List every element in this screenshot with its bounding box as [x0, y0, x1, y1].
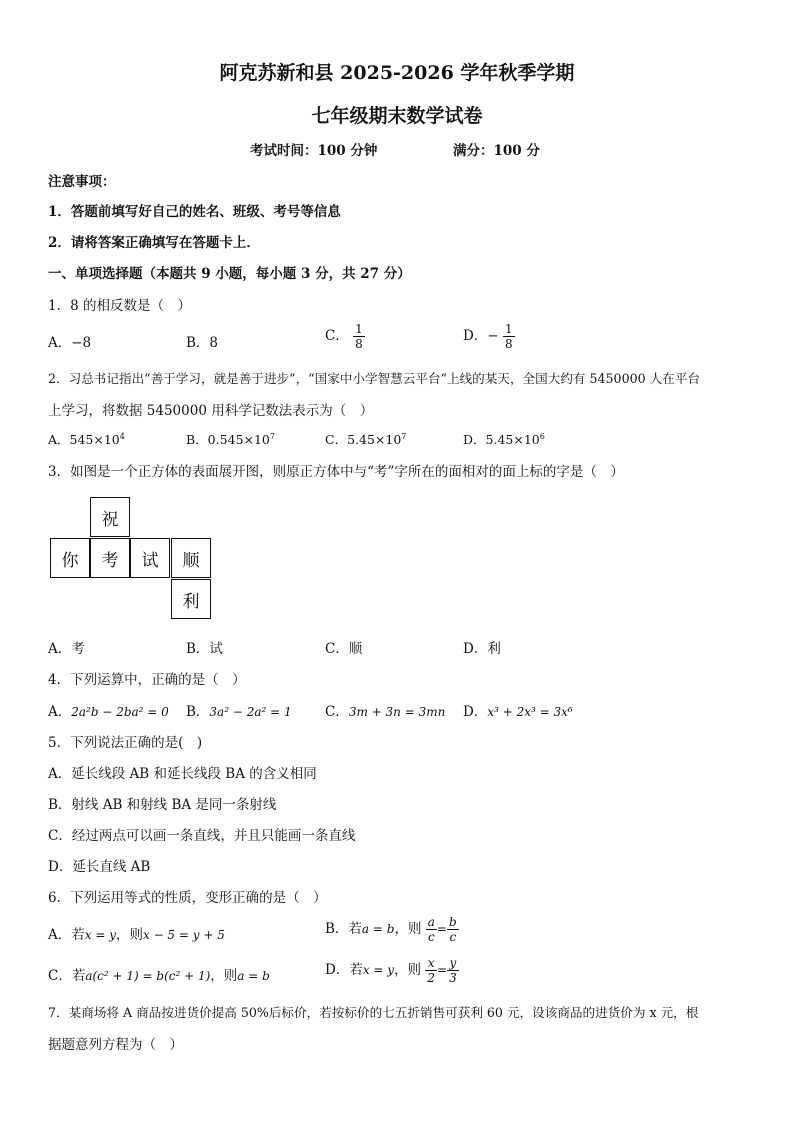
q2-option-c-label: C．5.45×10	[325, 432, 402, 447]
q1-option-c	[325, 322, 365, 351]
q3-stem: 3．如图是一个正方体的表面展开图，则原正方体中与“考”字所在的面相对的面上标的字是（ ）	[48, 464, 624, 480]
net-cell-ni: 你	[50, 538, 90, 578]
net-cell-kao: 考	[90, 538, 130, 578]
q4-option-a	[48, 700, 169, 720]
q5-option-c: C．经过两点可以画一条直线，并且只能画一条直线	[48, 828, 356, 844]
notes-item-1: 1．答题前填写好自己的姓名、班级、考号等信息	[48, 204, 341, 220]
q7-stem-line1: 7．某商场将 A 商品按进货价提高 50%后标价，若按标价的七五折销售可获利 60 元，设该商品的进货价为 x 元，根	[48, 1005, 699, 1020]
q4-option-c	[325, 700, 445, 720]
q4-option-b	[186, 700, 292, 720]
section-heading: 一、单项选择题（本题共 9 小题，每小题 3 分，共 27 分）	[48, 266, 411, 282]
fraction-numerator: a	[427, 915, 435, 929]
q6-option-d-fraction-left	[425, 956, 437, 985]
q6-option-d	[325, 956, 459, 985]
fraction-numerator: 1	[504, 322, 513, 336]
q6-option-a-condition: x = y	[84, 928, 116, 942]
q6-option-b-equals: =	[436, 922, 447, 936]
q6-option-b-fraction-right	[447, 915, 459, 944]
fraction-denominator: c	[449, 930, 457, 944]
cube-net-diagram	[50, 497, 216, 621]
q2-option-d-exponent: 6	[539, 431, 545, 441]
q6-option-b-pre: B．若	[325, 921, 362, 937]
q6-stem: 6．下列运用等式的性质，变形正确的是（ ）	[48, 890, 327, 906]
fraction-denominator: 2	[427, 971, 435, 985]
net-cell-shun: 顺	[171, 538, 211, 578]
q2-option-a-label: A．545×10	[48, 432, 120, 447]
q2-option-d	[463, 430, 545, 448]
q6-option-d-pre: D．若	[325, 962, 363, 978]
q3-option-b: B．试	[186, 641, 223, 657]
q7-stem-line2: 据题意列方程为（ ）	[48, 1037, 183, 1053]
fraction-numerator: y	[447, 956, 459, 971]
q6-option-d-condition: x = y	[362, 963, 395, 977]
q6-option-b	[325, 915, 459, 944]
fraction-denominator: 8	[355, 337, 363, 351]
fraction-denominator: 3	[449, 971, 457, 985]
q5-option-d: D．延长直线 AB	[48, 859, 151, 875]
q6-option-a-result: x − 5 = y + 5	[142, 928, 225, 942]
q6-option-c	[48, 964, 270, 984]
q4-option-c-label: C．	[325, 704, 349, 720]
q4-option-a-expr: 2a²b − 2ba² = 0	[71, 705, 169, 719]
fraction-denominator: 8	[504, 337, 513, 351]
q2-option-c	[325, 430, 406, 448]
q2-option-a	[48, 430, 125, 448]
q6-option-c-pre: C．若	[48, 968, 86, 984]
q6-option-a-mid: ，则	[115, 927, 143, 943]
exam-title-line1: 阿克苏新和县 2025-2026 学年秋季学期	[219, 62, 575, 84]
q1-option-c-label: C．	[325, 328, 349, 344]
q6-option-c-mid: ，则	[210, 968, 238, 984]
exam-time: 考试时间：100 分钟	[250, 143, 378, 159]
q2-stem-line1: 2．习总书记指出“善于学习，就是善于进步”，“国家中小学智慧云平台”上线的某天，全国大约有 5450000 人在平台	[48, 371, 700, 386]
q3-option-c: C．顺	[325, 641, 363, 657]
net-cell-li: 利	[171, 579, 211, 619]
q5-option-b: B．射线 AB 和射线 BA 是同一条射线	[48, 797, 277, 813]
q4-option-a-label: A．	[48, 704, 72, 720]
q2-option-c-exponent: 7	[401, 431, 407, 441]
fraction-numerator: 1	[355, 322, 363, 336]
q6-option-d-fraction-right	[447, 956, 459, 985]
q4-option-d	[463, 700, 573, 720]
q1-option-d-label: D．−	[463, 328, 499, 344]
q5-option-a: A．延长线段 AB 和延长线段 BA 的含义相同	[48, 766, 317, 782]
notes-heading: 注意事项：	[48, 174, 116, 190]
q6-option-d-mid: ，则	[394, 962, 422, 978]
q1-stem: 1．8 的相反数是（ ）	[48, 298, 191, 314]
q4-option-d-label: D．	[463, 704, 488, 720]
q1-option-a: A．−8	[48, 335, 92, 351]
fraction-numerator: x	[425, 956, 437, 971]
net-cell-zhu: 祝	[90, 497, 130, 537]
q3-option-d: D．利	[463, 641, 501, 657]
q2-stem-line2: 上学习，将数据 5450000 用科学记数法表示为（ ）	[48, 403, 374, 419]
q6-option-b-mid: ，则	[394, 921, 422, 937]
q1-option-d	[463, 322, 515, 351]
notes-item-2: 2．请将答案正确填写在答题卡上．	[48, 235, 260, 251]
q4-stem: 4．下列运算中，正确的是（ ）	[48, 672, 246, 688]
q6-option-b-condition: a = b	[361, 922, 395, 936]
q2-option-d-label: D．5.45×10	[463, 432, 540, 447]
q2-option-b-exponent: 7	[269, 431, 275, 441]
q1-option-b: B．8	[186, 335, 219, 351]
fraction-denominator: c	[427, 930, 435, 944]
q6-option-a	[48, 923, 225, 943]
q4-option-b-label: B．	[186, 704, 210, 720]
q4-option-b-expr: 3a² − 2a² = 1	[209, 705, 292, 719]
q6-option-d-equals: =	[437, 963, 448, 977]
fraction-numerator: b	[448, 915, 457, 929]
exam-title-line2: 七年级期末数学试卷	[311, 105, 483, 127]
q6-option-a-pre: A．若	[48, 927, 85, 943]
q4-option-c-expr: 3m + 3n = 3mn	[348, 705, 446, 719]
q1-option-c-fraction	[353, 322, 365, 351]
q2-option-b	[186, 430, 275, 448]
q3-option-a: A．考	[48, 641, 85, 657]
q2-option-b-label: B．0.545×10	[186, 432, 270, 447]
q2-option-a-exponent: 4	[119, 431, 125, 441]
q5-stem: 5．下列说法正确的是( )	[48, 735, 203, 751]
q6-option-c-result: a = b	[237, 969, 270, 983]
q1-option-d-fraction	[503, 322, 515, 351]
net-cell-shi: 试	[130, 538, 170, 578]
q4-option-d-expr: x³ + 2x³ = 3x⁶	[487, 705, 573, 719]
q6-option-c-condition: a(c² + 1) = b(c² + 1)	[85, 969, 211, 983]
exam-score: 满分：100 分	[453, 143, 540, 159]
q6-option-b-fraction-left	[426, 915, 437, 944]
